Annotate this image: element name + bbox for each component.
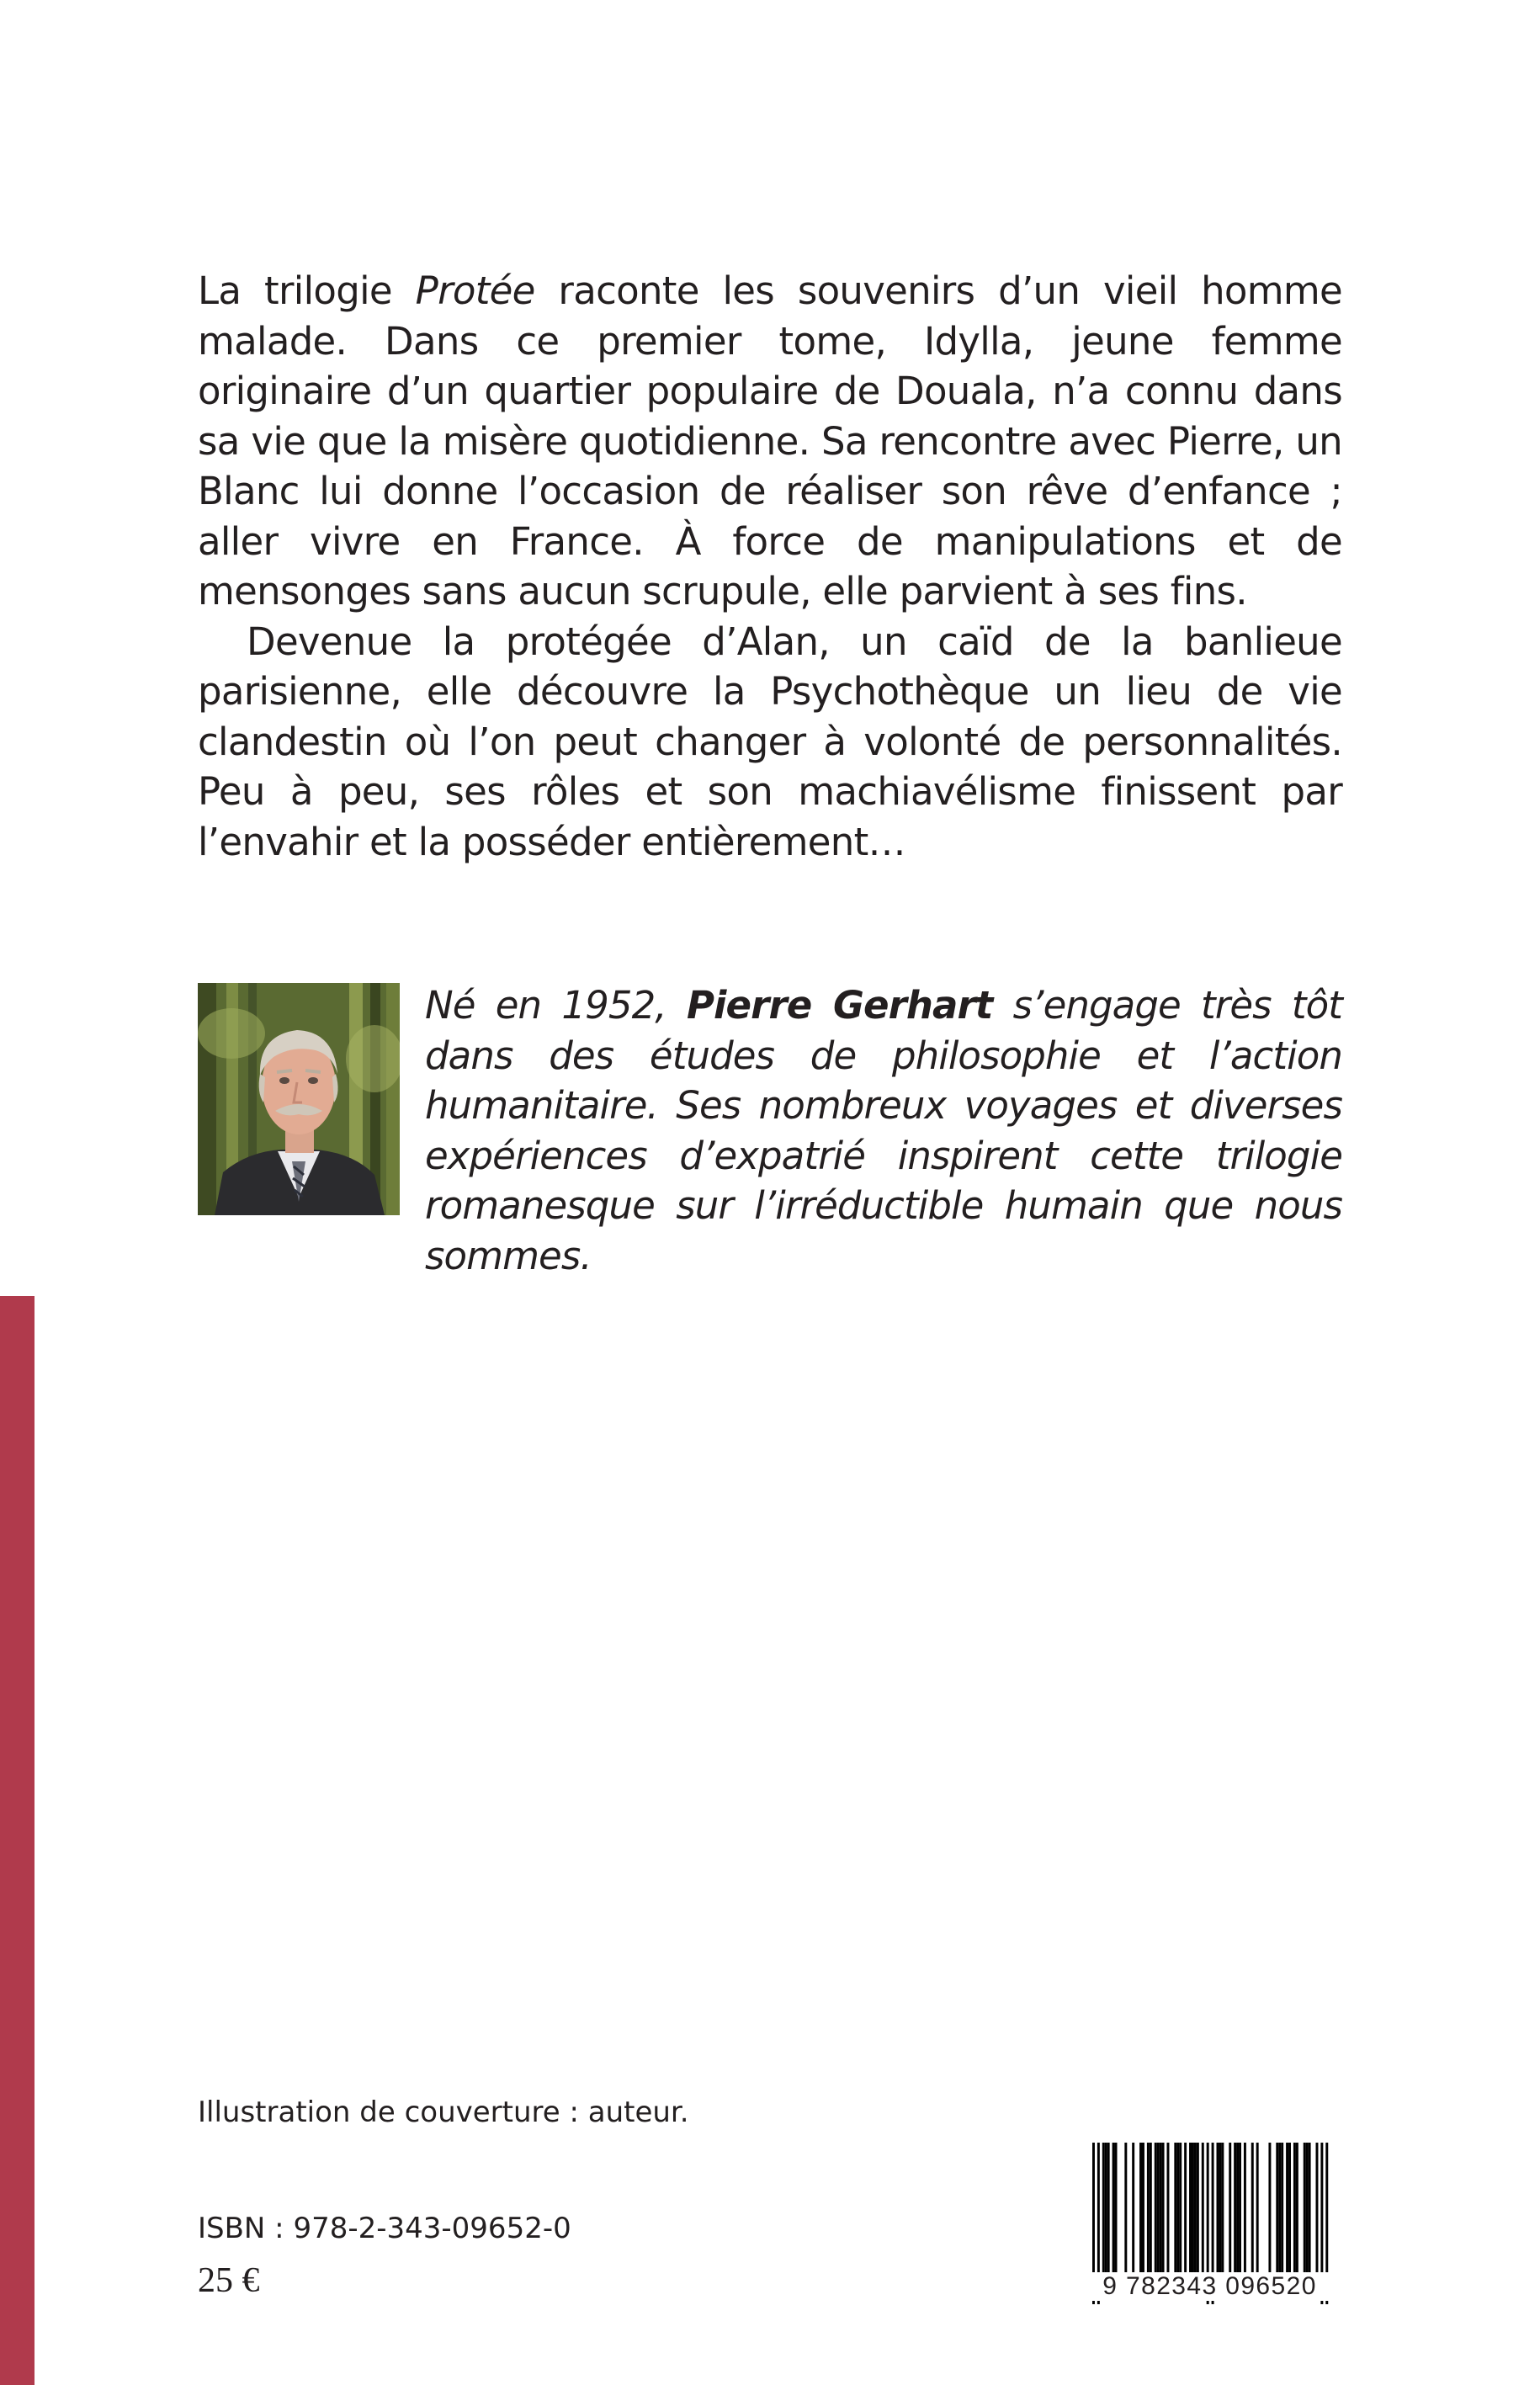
barcode-bar [1256,2143,1259,2274]
barcode-bar [1124,2143,1127,2274]
isbn: ISBN : 978-2-343-09652-0 [198,2212,571,2245]
barcode-bar [1176,2143,1179,2274]
barcode-bar [1293,2143,1296,2274]
barcode-bar [1286,2143,1288,2274]
cover-illustration-credit: Illustration de couverture : auteur. [198,2096,689,2129]
barcode-bar [1219,2143,1221,2274]
barcode-bar [1202,2143,1204,2274]
barcode-bar [1192,2143,1194,2274]
barcode-bar [1162,2143,1165,2274]
barcode-bar [1142,2143,1144,2274]
barcode-bar [1147,2143,1150,2274]
barcode-bar [1107,2143,1110,2274]
synopsis-paragraph-1: La trilogie Protée raconte les souvenirs d’un vieil homme malade. Dans ce premier tome, Idylla, jeune femme originaire d’un quartier populaire de Douala, n’a connu dans sa vie que la misère quotidienne. Sa rencontre avec Pierre, un Blanc lui donne l’occasion de réaliser son rêve d’enfance ; aller vivre en France. À force de manipulations et de mensonges sans aucun scrupule, elle parvient à ses fins. [198,268,1342,614]
barcode-bar [1132,2143,1134,2274]
barcode-bar [1157,2143,1160,2274]
synopsis-paragraph-2: Devenue la protégée d’Alan, un caïd de la banlieue parisienne, elle découvre la Psychothèque un lieu de vie clandestin où l’on peut changer à volonté de personnalités. Peu à peu, ses rôles et son machiavélisme finissent par l’envahir et la posséder entièrement… [198,619,1342,864]
barcode-bar [1229,2143,1231,2274]
barcode-bar [1316,2143,1319,2274]
barcode-bar [1236,2143,1239,2274]
barcode-bar [1281,2143,1283,2274]
barcode-bar [1184,2143,1187,2274]
spine-color-bar [0,1296,35,2385]
barcode-bar [1155,2143,1157,2274]
barcode-bar [1189,2143,1192,2274]
barcode-bar [1221,2143,1224,2274]
barcode-bar [1150,2143,1152,2274]
author-photo [198,983,400,1215]
author-bio [198,980,1342,1278]
barcode-bar [1309,2143,1311,2274]
barcode-digits: 9 782343 096520 [1077,2272,1342,2301]
synopsis [198,266,1342,867]
author-bio-text: Né en 1952, Pierre Gerhart s’engage très tôt dans des études de philosophie et l’action humanitaire. Ses nombreux voyages et diverses expériences d’expatrié inspirent cette trilogie romanesque sur l’irréductible humain que nous sommes. [425,983,1342,1278]
barcode-bar [1304,2143,1306,2274]
barcode-bar [1306,2143,1309,2274]
price: 25 € [198,2261,260,2300]
barcode-bar [1115,2143,1118,2274]
barcode-bar [1197,2143,1199,2274]
barcode-bar [1102,2143,1105,2274]
barcode-bar [1268,2143,1271,2274]
barcode-bar [1239,2143,1241,2274]
barcode-bar [1105,2143,1107,2274]
barcode-bar [1160,2143,1162,2274]
barcode-bar [1113,2143,1115,2274]
barcode-bar [1167,2143,1170,2274]
barcode-bar [1174,2143,1176,2274]
barcode-bar [1276,2143,1278,2274]
author-portrait-icon [198,983,400,1215]
barcode-bar [1296,2143,1298,2274]
barcode-bar [1278,2143,1281,2274]
barcode-bar [1234,2143,1236,2274]
barcode-bar [1179,2143,1182,2274]
barcode-bar [1194,2143,1197,2274]
barcode-bar [1244,2143,1246,2274]
author-name: Pierre Gerhart [686,983,993,1028]
barcode-bar [1139,2143,1142,2274]
barcode-bar [1251,2143,1254,2274]
barcode-bar [1217,2143,1219,2274]
book-title: Protée [415,268,535,313]
barcode-bar [1288,2143,1291,2274]
